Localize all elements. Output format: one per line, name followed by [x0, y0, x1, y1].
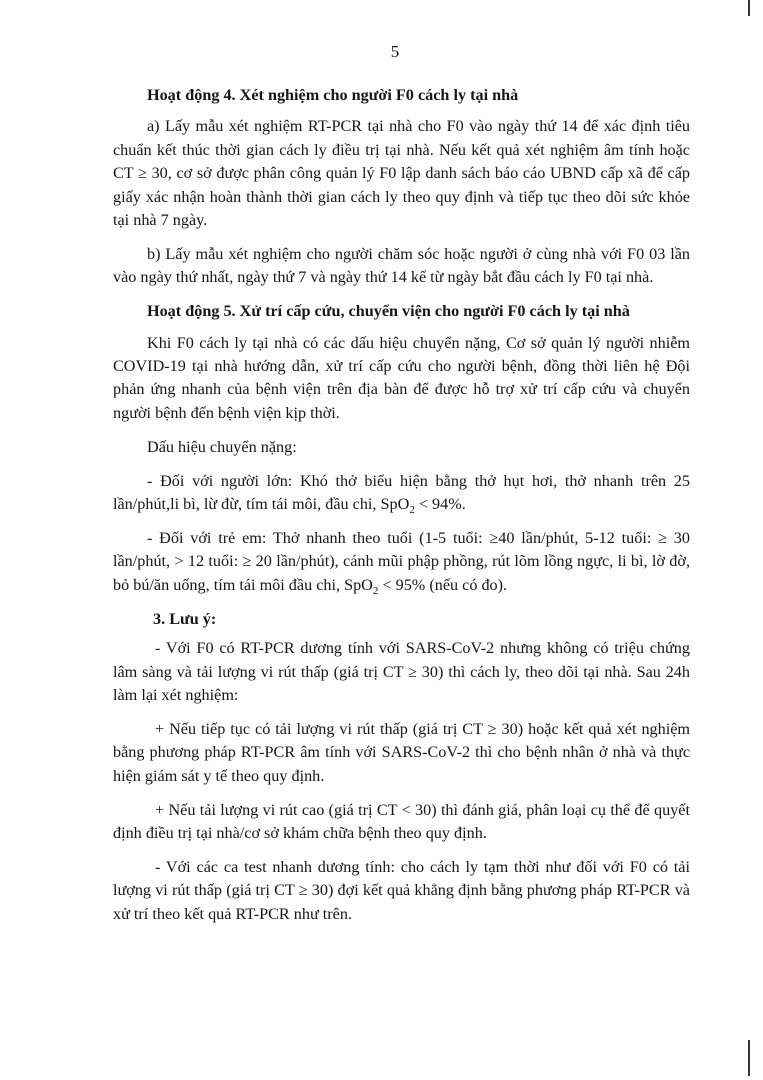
activity4-heading: Hoạt động 4. Xét nghiệm cho người F0 cách ly tại nhà [147, 86, 519, 104]
note-low-viral-load: + Nếu tiếp tục có tải lượng vi rút thấp (giá trị CT ≥ 30) hoặc kết quả xét nghiệm bằng phương pháp RT-PCR âm tính với SARS-CoV-2 thì cho bệnh nhân ở nhà và thực hiện giám sát y tế theo quy định. [113, 719, 690, 785]
adult-signs-paragraph [113, 470, 690, 517]
notes-heading: 3. Lưu ý: [153, 609, 217, 628]
activity5-heading: Hoạt động 5. Xử trí cấp cứu, chuyển viện cho người F0 cách ly tại nhà [147, 302, 630, 321]
activity5-intro: Khi F0 cách ly tại nhà có các dấu hiệu chuyển nặng, Cơ sở quản lý người nhiễm COVID-19 tại nhà hướng dẫn, xử trí cấp cứu cho người bệnh, đồng thời liên hệ Đội phản ứng nhanh của bệnh viện trên địa bàn để được hỗ trợ xử trí cấp cứu và chuyển người bệnh đến bệnh viện kịp thời. [113, 333, 690, 422]
adult-signs-end: < 94%. [414, 495, 466, 514]
scan-edge-line [748, 0, 750, 16]
document-body [113, 84, 690, 937]
child-spo2-subscript: 2 [372, 585, 379, 598]
note-asymptomatic: - Với F0 có RT-PCR dương tính với SARS-CoV-2 nhưng không có triệu chứng lâm sàng và tải lượng vi rút thấp (giá trị CT ≥ 30) thì cách ly, theo dõi tại nhà. Sau 24h làm lại xét nghiệm: [113, 639, 690, 704]
note-rapid-test: - Với các ca test nhanh dương tính: cho cách ly tạm thời như đối với F0 có tải lượng vi rút thấp (giá trị CT ≥ 30) đợi kết quả khẳng định bằng phương pháp RT-PCR và xử trí theo kết quả RT-PCR như trên. [113, 857, 690, 923]
activity4-paragraph-b: b) Lấy mẫu xét nghiệm cho người chăm sóc hoặc người ở cùng nhà với F0 03 lần vào ngày thứ nhất, ngày thứ 7 và ngày thứ 14 kể từ ngày bắt đầu cách ly F0 tại nhà. [113, 244, 690, 287]
scan-edge-line [748, 1040, 750, 1076]
child-signs-paragraph [113, 527, 690, 597]
child-signs-text: - Đối với trẻ em: Thở nhanh theo tuổi (1-5 tuổi: ≥40 lần/phút, 5-12 tuổi: ≥ 30 lần/phút, > 12 tuổi: ≥ 20 lần/phút), cánh mũi phập phồng, rút lõm lồng ngực, li bì, lờ đờ, bỏ bú/ăn uống, tím tái môi đầu chi, SpO [113, 529, 690, 594]
adult-spo2-subscript: 2 [409, 504, 415, 517]
severe-signs-label: Dấu hiệu chuyển nặng: [147, 437, 297, 456]
child-signs-end: < 95% (nếu có đo). [378, 575, 508, 594]
adult-signs-text: - Đối với người lớn: Khó thở biểu hiện bằng thở hụt hơi, thở nhanh trên 25 lần/phút,li bì, lừ đừ, tím tái môi, đầu chi, SpO [113, 471, 690, 514]
page-number: 5 [390, 42, 400, 61]
activity4-paragraph-a: a) Lấy mẫu xét nghiệm RT-PCR tại nhà cho F0 vào ngày thứ 14 để xác định tiêu chuẩn kết thúc thời gian cách ly điều trị tại nhà. Nếu kết quả xét nghiệm âm tính hoặc CT ≥ 30, cơ sở được phân công quản lý F0 lập danh sách báo cáo UBND cấp xã để cấp giấy xác nhận hoàn thành thời gian cách ly theo quy định và tiếp tục theo dõi sức khỏe tại nhà 7 ngày. [113, 117, 690, 230]
note-high-viral-load: + Nếu tải lượng vi rút cao (giá trị CT < 30) thì đánh giá, phân loại cụ thể để quyết định điều trị tại nhà/cơ sở khám chữa bệnh theo quy định. [113, 800, 690, 842]
